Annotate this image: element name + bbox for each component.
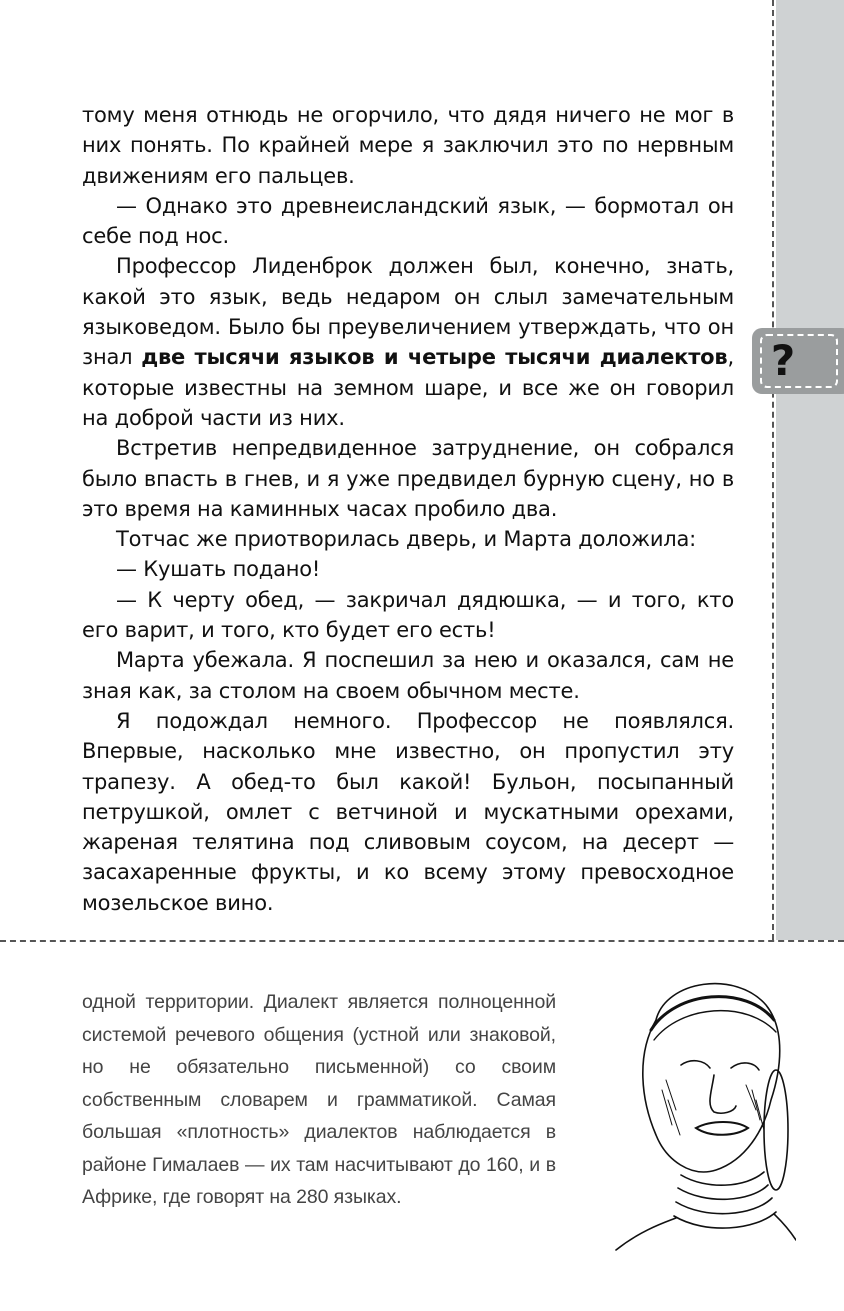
paragraph: Встретив непредвиденное затруднение, он собрался было впасть в гнев, и я уже предвидел бурную сцену, но в это время на каминных часах пробило два.	[82, 436, 734, 521]
paragraph: Профессор Лиденброк должен был, конечно, знать, какой это язык, ведь недаром он слыл замечательным языковедом. Было бы преувеличением утверждать, что он знал две тысячи языков и четыре тысячи диалектов, которые известны на земном шаре, и все же он говорил на доброй части из них.	[82, 254, 734, 430]
portrait-sketch-icon	[596, 960, 796, 1260]
footnote-text: одной территории. Диалект является полноценной системой речевого общения (устной или знаковой, но не обязательно письменной) со своим собственным словарем и грамматикой. Самая большая «плотность» диалектов наблюдается в районе Гималаев — их там насчитывают до 160, и в Африке, где говорят на 280 языках.	[82, 991, 556, 1208]
question-mark-icon: ?	[770, 336, 796, 385]
footnote-dashed-rule	[0, 940, 844, 942]
main-text	[82, 100, 734, 918]
paragraph: — Кушать подано!	[116, 557, 321, 582]
paragraph: Тотчас же приотворилась дверь, и Марта доложила:	[116, 527, 697, 552]
paragraph: — Однако это древнеисландский язык, — бормотал он себе под нос.	[82, 193, 734, 249]
paragraph: Я подождал немного. Профессор не появлялся. Впервые, насколько мне известно, он пропустил эту трапезу. А обед-то был какой! Бульон, посыпанный петрушкой, омлет с ветчиной и мускатными орехами, жареная телятина под сливовым соусом, на десерт — засахаренные фрукты, и ко всему этому превосходное мозельское вино.	[82, 708, 734, 915]
paragraph: Марта убежала. Я поспешил за нею и оказался, сам не зная как, за столом на своем обычном месте.	[82, 648, 734, 703]
paragraph: тому меня отнюдь не огорчило, что дядя ничего не мог в них понять. По крайней мере я заключил это по нервным движениям его пальцев.	[82, 103, 734, 188]
paragraph: — К черту обед, — закричал дядюшка, — и того, кто его варит, и того, кто будет его есть!	[82, 587, 734, 643]
side-dashed-rule	[772, 0, 774, 940]
bold-phrase: две тысячи языков и четыре тысячи диалектов	[141, 345, 728, 370]
side-margin-strip	[776, 0, 844, 940]
